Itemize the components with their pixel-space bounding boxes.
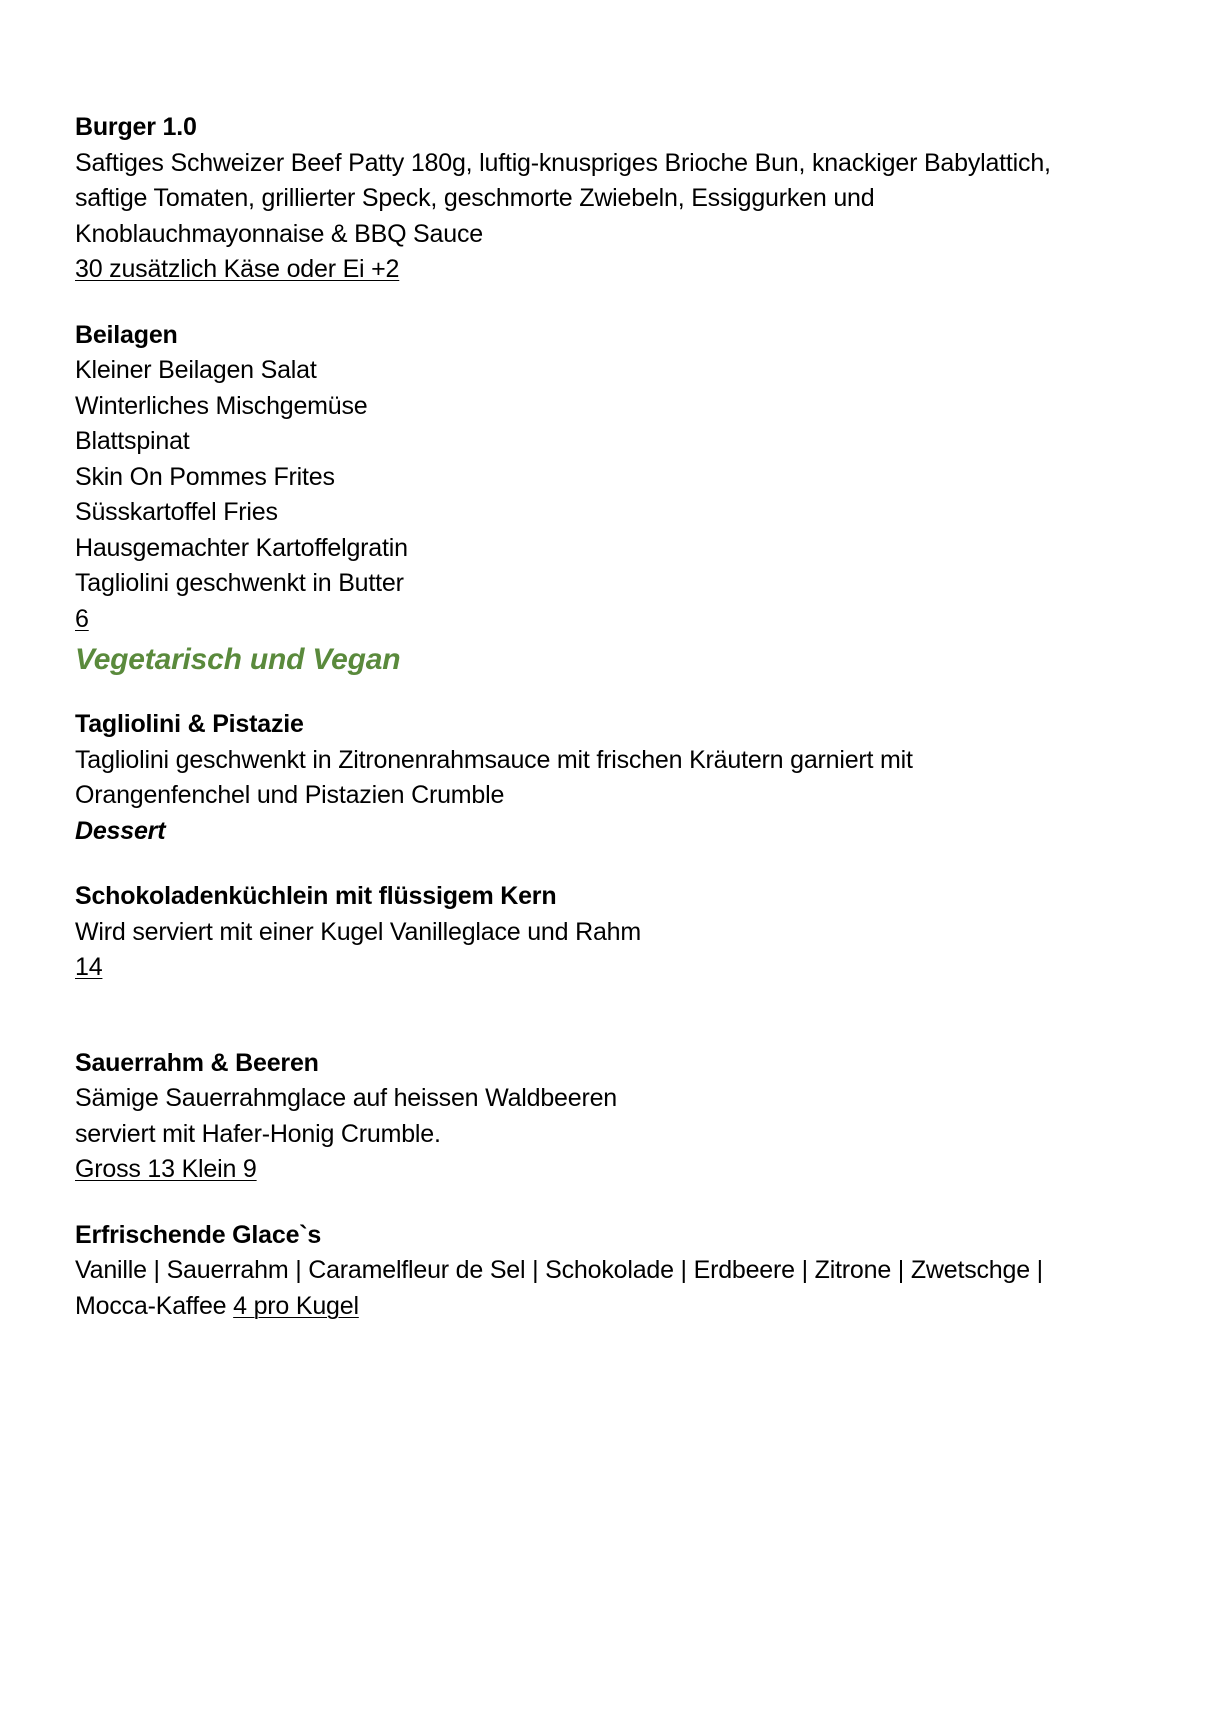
schoko-desc: Wird serviert mit einer Kugel Vanilleglace und Rahm: [75, 917, 641, 946]
sauerrahm-desc-line1: Sämige Sauerrahmglace auf heissen Waldbeeren: [75, 1084, 617, 1112]
burger-price: 30 zusätzlich Käse oder Ei +2: [75, 255, 400, 283]
schoko-title: Schokoladenküchlein mit flüssigem Kern: [75, 882, 557, 910]
burger-desc-line2: saftige Tomaten, grillierter Speck, geschmorte Zwiebeln, Essiggurken und: [75, 184, 875, 212]
beilagen-item: Blattspinat: [75, 427, 190, 455]
dessert-heading: Dessert: [75, 816, 166, 845]
beilagen-item: Hausgemachter Kartoffelgratin: [75, 533, 408, 562]
burger-desc-line1: Saftiges Schweizer Beef Patty 180g, luftig-knuspriges Brioche Bun, knackiger Babylattich,: [75, 148, 1051, 177]
beilagen-item: Süsskartoffel Fries: [75, 498, 278, 526]
beilagen-item: Kleiner Beilagen Salat: [75, 356, 317, 384]
beilagen-item: Tagliolini geschwenkt in Butter: [75, 569, 404, 597]
sauerrahm-desc-line2: serviert mit Hafer-Honig Crumble.: [75, 1119, 441, 1148]
glace-flavors-line2: Mocca-Kaffee: [75, 1291, 227, 1320]
schoko-item: [75, 879, 1155, 986]
burger-title: Burger 1.0: [75, 113, 197, 141]
beilagen-item: Winterliches Mischgemüse: [75, 391, 368, 420]
burger-desc-line3: Knoblauchmayonnaise & BBQ Sauce: [75, 219, 483, 248]
sauerrahm-price: Gross 13 Klein 9: [75, 1155, 257, 1183]
menu-page: [75, 110, 1155, 1324]
tagliolini-desc-line2: Orangenfenchel und Pistazien Crumble: [75, 781, 505, 809]
beilagen-price: 6: [75, 604, 89, 633]
glace-price: 4 pro Kugel: [233, 1291, 359, 1320]
sauerrahm-item: [75, 1046, 1155, 1188]
glace-flavors-line1: Vanille | Sauerrahm | Caramelfleur de Sel | Schokolade | Erdbeere | Zitrone | Zwetschge |: [75, 1256, 1043, 1284]
beilagen-item: Skin On Pommes Frites: [75, 462, 335, 491]
glace-item: [75, 1218, 1155, 1325]
tagliolini-item: [75, 707, 1155, 814]
glace-title: Erfrischende Glace`s: [75, 1220, 322, 1249]
vegetarisch-heading: Vegetarisch und Vegan: [75, 643, 401, 676]
tagliolini-desc-line1: Tagliolini geschwenkt in Zitronenrahmsauce mit frischen Kräutern garniert mit: [75, 745, 913, 774]
sauerrahm-title: Sauerrahm & Beeren: [75, 1048, 319, 1077]
burger-item: [75, 110, 1155, 288]
beilagen-section: [75, 318, 1155, 638]
tagliolini-title: Tagliolini & Pistazie: [75, 710, 304, 738]
schoko-price: 14: [75, 953, 103, 981]
beilagen-title: Beilagen: [75, 320, 178, 349]
